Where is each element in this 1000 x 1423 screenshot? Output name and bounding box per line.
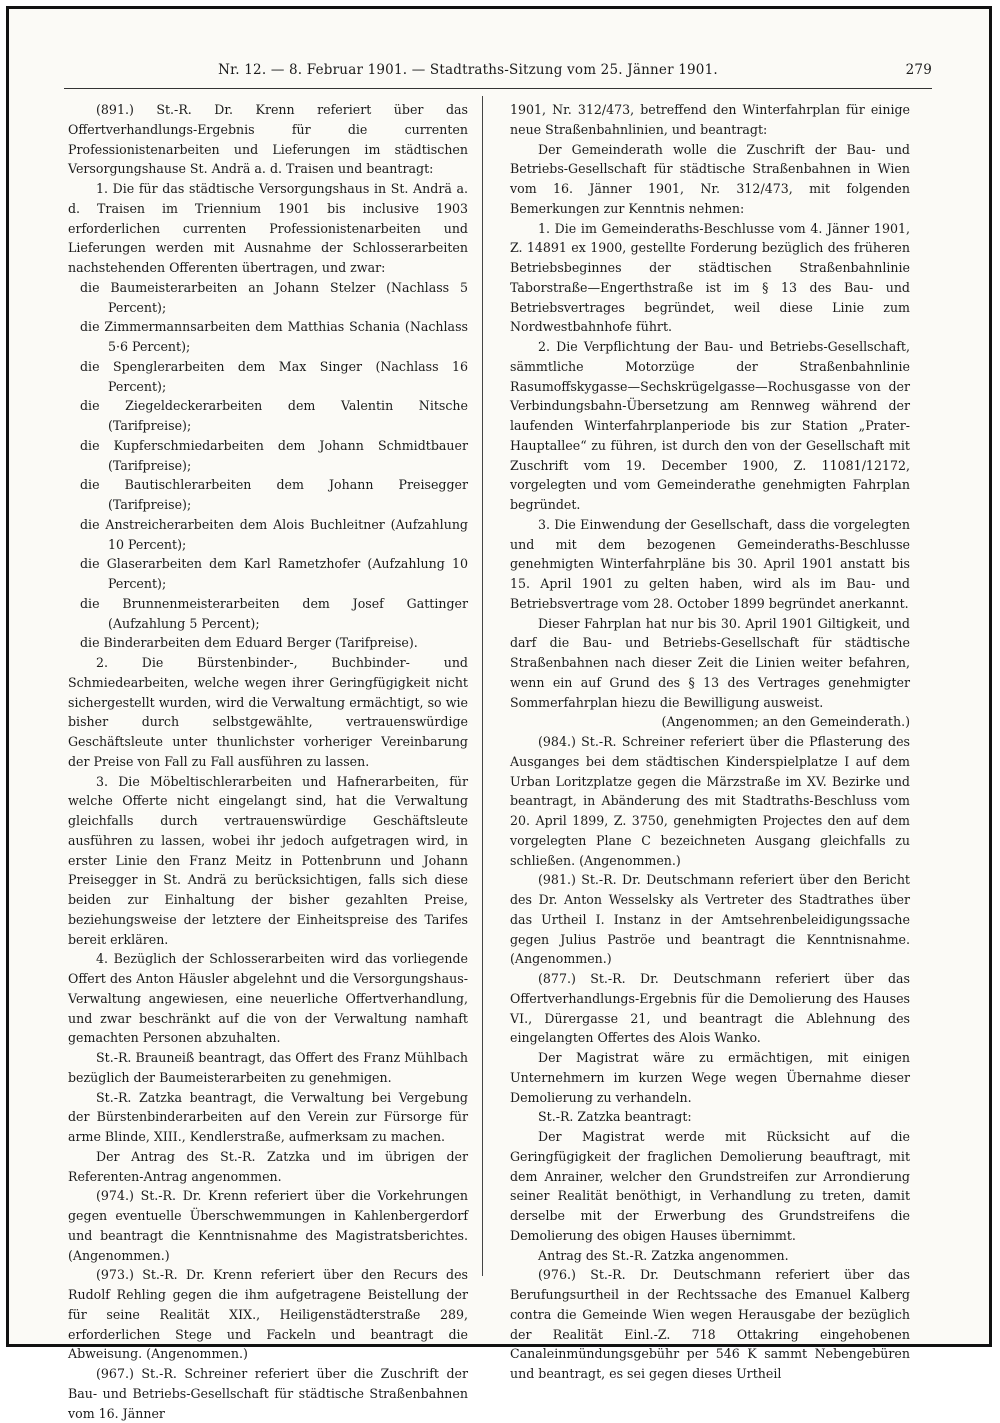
paragraph: St.-R. Zatzka beantragt, die Verwaltung bei Vergebung der Bürstenbinderarbeiten auf den Verein zur Fürsorge für arme Blinde, XIII., Kendlerstraße, aufmerksam zu machen. xyxy=(68,1089,468,1144)
list-item: die Glaserarbeiten dem Karl Rametzhofer (Aufzahlung 10 Percent); xyxy=(80,556,468,591)
decision-note: (Angenommen; an den Gemeinderath.) xyxy=(661,714,910,730)
list-item: die Zimmermannsarbeiten dem Matthias Schania (Nachlass 5·6 Percent); xyxy=(80,319,468,354)
paragraph: Der Antrag des St.-R. Zatzka und im übrigen der Referenten-Antrag angenommen. xyxy=(68,1148,468,1184)
paragraph: (891.) St.-R. Dr. Krenn referiert über das Offertverhandlungs-Ergebnis für die currenten Professionistenarbeiten und Lieferungen im städtischen Versorgungshause St. Andrä a. d. Traisen und beantragt: xyxy=(68,102,468,177)
paragraph: (967.) St.-R. Schreiner referiert über die Zuschrift der Bau- und Betriebs-Gesellschaft für städtische Straßenbahnen vom 16. Jänner xyxy=(68,1366,468,1421)
paragraph: Der Magistrat wäre zu ermächtigen, mit einigen Unternehmern im kurzen Wege wegen Übernahme dieser Demolierung zu verhandeln. xyxy=(510,1050,910,1105)
paragraph: (973.) St.-R. Dr. Krenn referiert über den Recurs des Rudolf Rehling gegen die ihm aufgetragene Beistellung der für seine Realität XIX., Heiligenstädterstraße 289, erforderlichen Stege und Fackeln und beantragt die Abweisung. (Angenommen.) xyxy=(68,1267,468,1362)
paragraph: 3. Die Möbeltischlerarbeiten und Hafnerarbeiten, für welche Offerte nicht eingelangt sind, hat die Verwaltung gleichfalls durch vertrauenswürdige Geschäftsleute ausführen zu lassen, wobei ihr jedoch aufgetragen wird, in erster Linie den Franz Meitz in Pottenbrunn und Johann Preisegger in St. Andrä zu berücksichtigen, falls sich diese beiden zur Einhaltung der bisher gezahlten Preise, beziehungsweise der letztere der Einheitspreise des Tarifes bereit erklären. xyxy=(68,773,468,947)
column-divider xyxy=(482,96,483,1276)
list-item: die Ziegeldeckerarbeiten dem Valentin Nitsche (Tarifpreise); xyxy=(80,398,468,433)
paragraph: (976.) St.-R. Dr. Deutschmann referiert über das Berufungsurtheil in der Rechtssache des Emanuel Kalberg contra die Gemeinde Wien wegen Herausgabe der bezüglich der Realität Einl.-Z. 718 Ottakring eingehobenen Canaleinmündungsgebühr per 546 K sammt Nebengebüren und beantragt, es sei gegen dieses Urtheil xyxy=(510,1267,910,1381)
paragraph: 1901, Nr. 312/473, betreffend den Winterfahrplan für einige neue Straßenbahnlinien, und beantragt: xyxy=(510,102,910,137)
list-item: die Brunnenmeisterarbeiten dem Josef Gattinger (Aufzahlung 5 Percent); xyxy=(80,595,468,631)
paragraph: 1. Die im Gemeinderaths-Beschlusse vom 4. Jänner 1901, Z. 14891 ex 1900, gestellte Forderung bezüglich des früheren Betriebsbeginnes der städtischen Straßenbahnlinie Taborstraße—Engerthstraße ist im § 13 des Bau- und Betriebsvertrages begründet, weil diese Linie zum Nordwestbahnhofe führt. xyxy=(510,220,910,335)
left-column xyxy=(68,100,468,1423)
page-number: 279 xyxy=(905,62,932,78)
header-rule xyxy=(64,88,932,89)
paragraph: 1. Die für das städtische Versorgungshaus in St. Andrä a. d. Traisen im Triennium 1901 bis inclusive 1903 erforderlichen currenten Professionistenarbeiten und Lieferungen werden mit Ausnahme der Schlosserarbeiten nachstehenden Offerenten übertragen, und zwar: xyxy=(68,181,468,275)
paragraph: (974.) St.-R. Dr. Krenn referiert über die Vorkehrungen gegen eventuelle Überschwemmungen in Kahlenbergerdorf und beantragt die Kenntnisnahme des Magistratsberichtes. (Angenommen.) xyxy=(68,1188,468,1263)
list-item: die Kupferschmiedarbeiten dem Johann Schmidtbauer (Tarifpreise); xyxy=(80,437,468,473)
list-item: die Spenglerarbeiten dem Max Singer (Nachlass 16 Percent); xyxy=(80,358,468,394)
paragraph: 4. Bezüglich der Schlosserarbeiten wird das vorliegende Offert des Anton Häusler abgelehnt und die Versorgungshaus-Verwaltung angewiesen, eine neuerliche Offertverhandlung, und zwar beschränkt auf die von der Verwaltung namhaft gemachten Personen abzuhalten. xyxy=(68,951,468,1046)
right-column xyxy=(510,100,910,1384)
paragraph: (981.) St.-R. Dr. Deutschmann referiert über den Bericht des Dr. Anton Wesselsky als Vertreter des Stadtrathes über das Urtheil I. Instanz in der Amtsehrenbeleidigungssache gegen Julius Paströe und beantragt die Kenntnisnahme. (Angenommen.) xyxy=(510,872,910,967)
list-item: die Binderarbeiten dem Eduard Berger (Tarifpreise). xyxy=(80,635,418,651)
header-title: Nr. 12. — 8. Februar 1901. — Stadtraths-Sitzung vom 25. Jänner 1901. xyxy=(218,62,718,78)
paragraph: St.-R. Brauneiß beantragt, das Offert des Franz Mühlbach bezüglich der Baumeisterarbeiten zu genehmigen. xyxy=(68,1050,468,1085)
paragraph: St.-R. Zatzka beantragt: xyxy=(538,1109,692,1125)
paragraph: 2. Die Verpflichtung der Bau- und Betriebs-Gesellschaft, sämmtliche Motorzüge der Straßenbahnlinie Rasumoffskygasse—Sechskrügelgasse—Rochusgasse von der Verbindungsbahn-Übersetzung am Rennweg während der laufenden Winterfahrplanperiode bis zur Station „Prater-Hauptallee“ zu führen, ist durch den von der Gesellschaft mit Zuschrift vom 19. December 1900, Z. 11081/12172, vorgelegten und vom Gemeinderathe genehmigten Fahrplan begründet. xyxy=(510,339,910,512)
paragraph: Antrag des St.-R. Zatzka angenommen. xyxy=(538,1247,789,1263)
list-item: die Baumeisterarbeiten an Johann Stelzer (Nachlass 5 Percent); xyxy=(80,279,468,315)
paragraph: (984.) St.-R. Schreiner referiert über die Pflasterung des Ausganges bei dem städtischen Kinderspielplatze I auf dem Urban Loritzplatze gegen die Märzstraße im XV. Bezirke und beantragt, in Abänderung des mit Stadtraths-Beschluss vom 20. April 1899, Z. 3750, genehmigten Projectes den auf dem vorgelegten Plane C bezeichneten Ausgang gleichfalls zu schließen. (Angenommen.) xyxy=(510,734,910,868)
list-item: die Anstreicherarbeiten dem Alois Buchleitner (Aufzahlung 10 Percent); xyxy=(80,516,468,552)
list-item: die Bautischlerarbeiten dem Johann Preisegger (Tarifpreise); xyxy=(80,477,468,512)
paragraph: 2. Die Bürstenbinder-, Buchbinder- und Schmiedearbeiten, welche wegen ihrer Geringfügigkeit nicht sichergestellt wurden, wird die Verwaltung ermächtigt, so wie bisher durch selbstgewählte, vertrauenswürdige Geschäftsleute unter thunlichster vorheriger Vereinbarung der Preise von Fall zu Fall ausführen zu lassen. xyxy=(68,655,468,769)
paragraph: Dieser Fahrplan hat nur bis 30. April 1901 Giltigkeit, und darf die Bau- und Betriebs-Gesellschaft für städtische Straßenbahnen nach dieser Zeit die Linien weiter befahren, wenn ein auf Grund des § 13 des Vertrages genehmigter Sommerfahrplan hiezu die Bewilligung ausweist. xyxy=(510,615,910,710)
paragraph: Der Gemeinderath wolle die Zuschrift der Bau- und Betriebs-Gesellschaft für städtische Straßenbahnen in Wien vom 16. Jänner 1901, Nr. 312/473, mit folgenden Bemerkungen zur Kenntnis nehmen: xyxy=(510,141,910,216)
running-header xyxy=(64,62,932,86)
paragraph: Der Magistrat werde mit Rücksicht auf die Geringfügigkeit der fraglichen Demolierung beauftragt, mit dem Anrainer, welcher den Grundstreifen zur Arrondierung seiner Realität benöthigt, in Verhandlung zu treten, damit derselbe mit der Erwerbung des Grundstreifens die Demolierung des obigen Hauses übernimmt. xyxy=(510,1129,910,1243)
paragraph: (877.) St.-R. Dr. Deutschmann referiert über das Offertverhandlungs-Ergebnis für die Demolierung des Hauses VI., Dürergasse 21, und beantragt die Ablehnung des eingelangten Offertes des Alois Wanko. xyxy=(510,971,910,1046)
paragraph: 3. Die Einwendung der Gesellschaft, dass die vorgelegten und mit dem bezogenen Gemeinderaths-Beschlusse genehmigten Winterfahrpläne bis 30. April 1901 anstatt bis 15. April 1901 zu gelten haben, wird als im Bau- und Betriebsvertrage vom 28. October 1899 begründet anerkannt. xyxy=(510,516,910,611)
